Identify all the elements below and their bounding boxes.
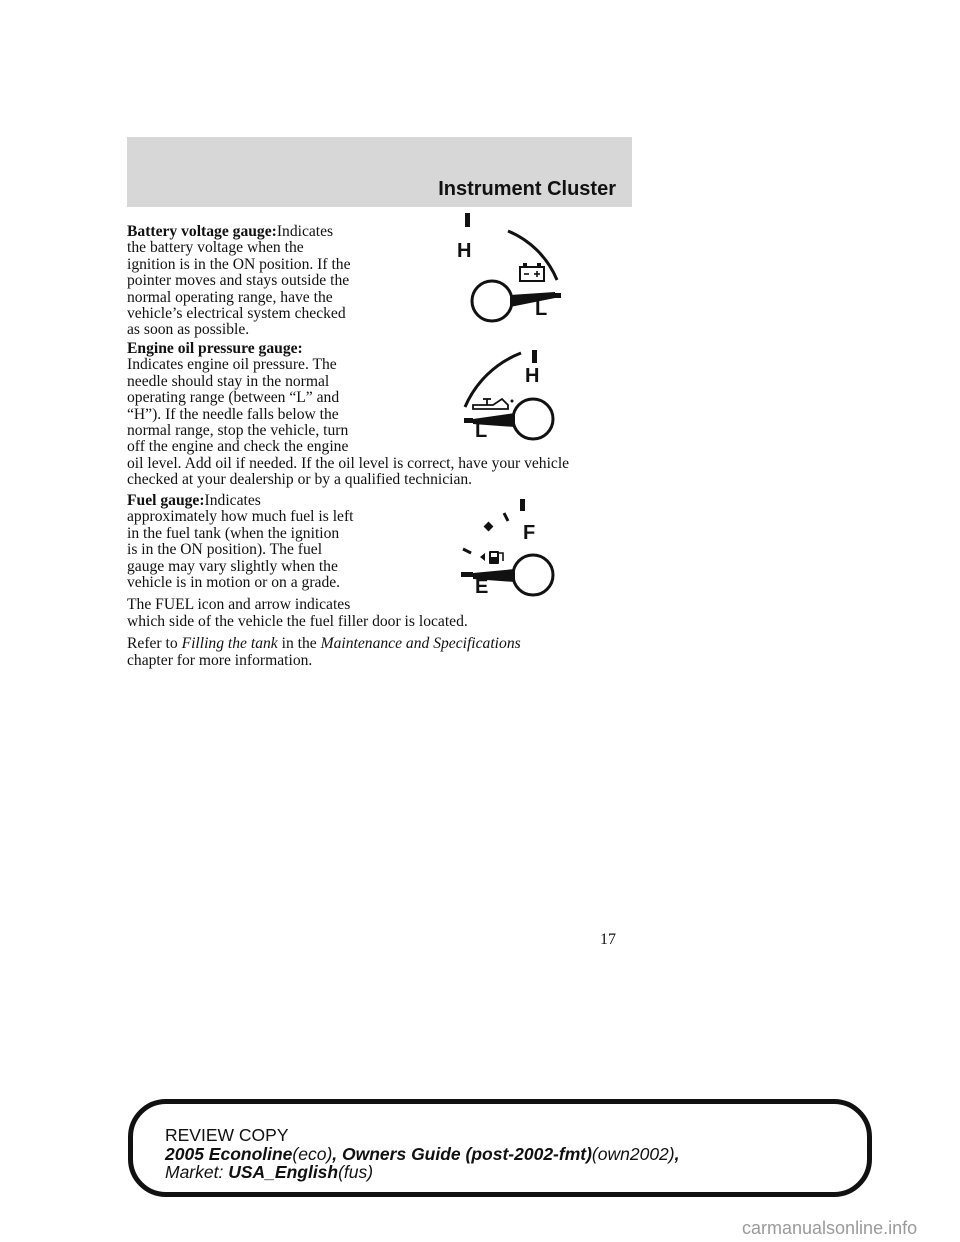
battery-line: pointer moves and stays outside the	[127, 272, 350, 290]
battery-line: as soon as possible.	[127, 321, 250, 339]
battery-heading: Battery voltage gauge:	[127, 223, 277, 240]
page-number: 17	[600, 931, 616, 948]
watermark: carmanualsonline.info	[742, 1218, 918, 1238]
refer-link-filling-tank: Filling the tank	[181, 635, 278, 653]
review-vehicle-code: (eco)	[292, 1144, 333, 1164]
refer-middle: in the	[277, 635, 321, 653]
fuel-gauge-icon	[455, 495, 575, 600]
fuel-gauge-empty-label: E	[475, 576, 489, 598]
oil-line: checked at your dealership or by a qualified technician.	[127, 471, 473, 489]
fuel-text-first: Indicates	[204, 492, 261, 509]
fuel-heading: Fuel gauge:	[127, 492, 205, 509]
battery-gauge-low-label: L	[535, 298, 548, 320]
battery-line: ignition is in the ON position. If the	[127, 255, 351, 273]
fuel-line: is in the ON position). The fuel	[127, 541, 323, 559]
section-title: Instrument Cluster	[438, 178, 616, 200]
oil-line: oil level. Add oil if needed. If the oil level is correct, have your vehicle	[127, 454, 570, 472]
battery-gauge-icon	[455, 205, 575, 335]
review-line-2	[165, 1145, 680, 1163]
battery-text-first: Indicates	[276, 223, 334, 240]
fuel-line: approximately how much fuel is left	[127, 508, 354, 526]
oil-pressure-gauge-icon	[455, 345, 575, 445]
oil-line: operating range (between “L” and	[127, 389, 340, 407]
oil-line: “H”). If the needle falls below the	[127, 405, 339, 423]
oil-line: normal range, stop the vehicle, turn	[127, 422, 349, 440]
oil-gauge-low-label: L	[475, 420, 488, 442]
review-guide-code: (own2002)	[591, 1144, 675, 1164]
oil-line: Indicates engine oil pressure. The	[127, 356, 337, 374]
fuel-icon-line: The FUEL icon and arrow indicates	[127, 596, 351, 614]
review-guide: , Owners Guide (post-2002-fmt)	[332, 1144, 592, 1164]
review-market-code: (fus)	[338, 1162, 374, 1182]
oil-line: off the engine and check the engine	[127, 438, 349, 456]
oil-gauge-high-label: H	[525, 365, 540, 387]
refer-paragraph	[127, 636, 632, 669]
battery-gauge-high-label: H	[457, 240, 472, 262]
refer-suffix: chapter for more information.	[127, 651, 313, 669]
battery-line: normal operating range, have the	[127, 288, 333, 306]
refer-prefix: Refer to	[127, 635, 182, 653]
fuel-line: vehicle is in motion or on a grade.	[127, 574, 341, 592]
header-band	[127, 137, 632, 207]
fuel-line: gauge may vary slightly when the	[127, 557, 338, 575]
battery-line: the battery voltage when the	[127, 239, 304, 257]
fuel-icon-paragraph	[127, 597, 632, 630]
review-title: REVIEW COPY	[165, 1125, 289, 1145]
oil-heading: Engine oil pressure gauge:	[127, 340, 303, 357]
oil-line: needle should stay in the normal	[127, 372, 330, 390]
review-vehicle: 2005 Econoline	[165, 1144, 293, 1164]
battery-line: vehicle’s electrical system checked	[127, 305, 346, 323]
fuel-line: in the fuel tank (when the ignition	[127, 524, 340, 542]
review-market-label: Market:	[165, 1162, 229, 1182]
review-line-3	[165, 1163, 373, 1181]
fuel-icon-line: which side of the vehicle the fuel filler door is located.	[127, 612, 468, 630]
review-line-1	[165, 1126, 289, 1144]
review-comma: ,	[674, 1144, 680, 1164]
fuel-gauge-full-label: F	[523, 522, 536, 544]
refer-link-maintenance: Maintenance and Specifications	[320, 635, 521, 653]
review-market: USA_English	[228, 1162, 339, 1182]
